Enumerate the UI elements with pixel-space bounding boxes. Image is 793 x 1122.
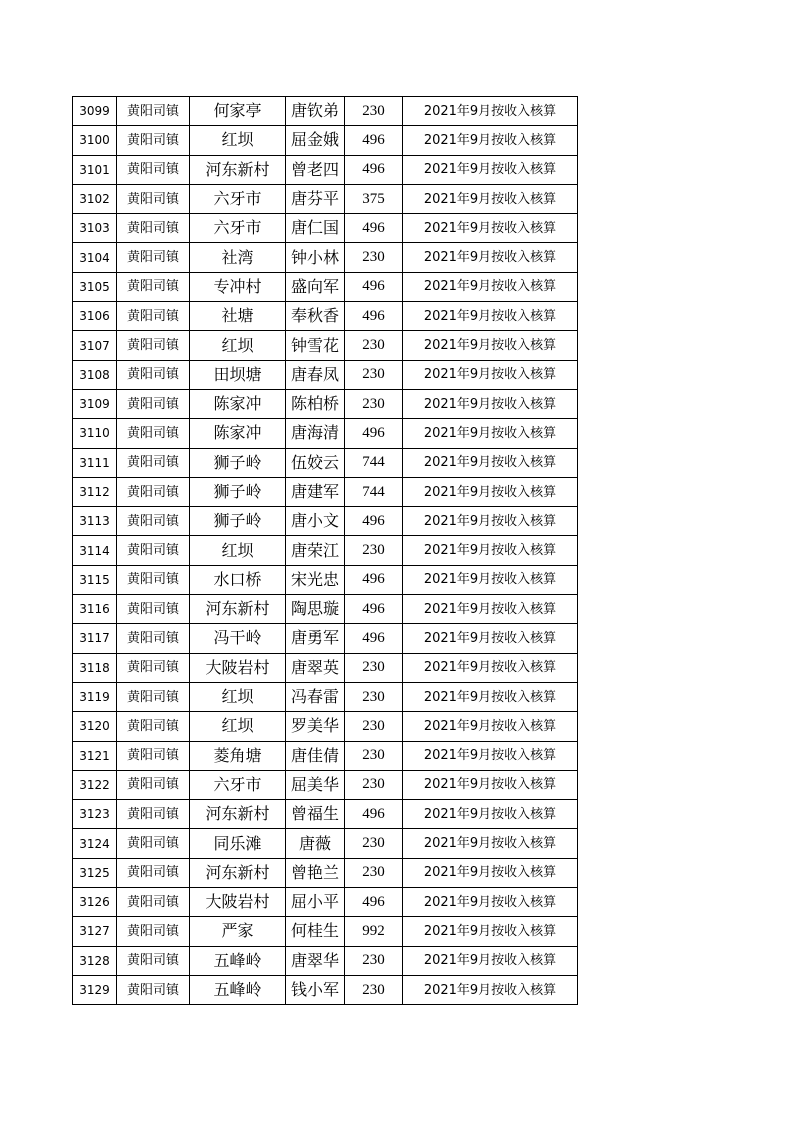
table-row	[73, 712, 578, 741]
record-id-cell: 3128	[73, 946, 117, 975]
town-name-cell: 黄阳司镇	[117, 184, 190, 213]
town-name-cell: 黄阳司镇	[117, 302, 190, 331]
table-row	[73, 770, 578, 799]
person-name-cell: 唐薇	[286, 829, 345, 858]
person-name-cell: 唐荣江	[286, 536, 345, 565]
table-row	[73, 184, 578, 213]
village-name-cell: 冯干岭	[190, 624, 286, 653]
village-name-cell: 河东新村	[190, 800, 286, 829]
amount-value-cell: 230	[345, 360, 403, 389]
town-name-cell: 黄阳司镇	[117, 741, 190, 770]
note-text-cell: 2021年9月按收入核算	[403, 155, 578, 184]
town-name-cell: 黄阳司镇	[117, 800, 190, 829]
note-text-cell: 2021年9月按收入核算	[403, 946, 578, 975]
town-name-cell: 黄阳司镇	[117, 419, 190, 448]
table-row	[73, 126, 578, 155]
amount-value-cell: 230	[345, 712, 403, 741]
person-name-cell: 屈小平	[286, 888, 345, 917]
village-name-cell: 社湾	[190, 243, 286, 272]
person-name-cell: 唐翠华	[286, 946, 345, 975]
village-name-cell: 六牙市	[190, 214, 286, 243]
note-text-cell: 2021年9月按收入核算	[403, 184, 578, 213]
person-name-cell: 曾老四	[286, 155, 345, 184]
record-id-cell: 3114	[73, 536, 117, 565]
town-name-cell: 黄阳司镇	[117, 595, 190, 624]
amount-value-cell: 744	[345, 477, 403, 506]
record-id-cell: 3122	[73, 770, 117, 799]
person-name-cell: 钟小林	[286, 243, 345, 272]
record-id-cell: 3108	[73, 360, 117, 389]
amount-value-cell: 496	[345, 302, 403, 331]
table-row	[73, 214, 578, 243]
note-text-cell: 2021年9月按收入核算	[403, 214, 578, 243]
record-id-cell: 3119	[73, 682, 117, 711]
person-name-cell: 屈美华	[286, 770, 345, 799]
note-text-cell: 2021年9月按收入核算	[403, 243, 578, 272]
record-id-cell: 3109	[73, 389, 117, 418]
village-name-cell: 社塘	[190, 302, 286, 331]
note-text-cell: 2021年9月按收入核算	[403, 360, 578, 389]
town-name-cell: 黄阳司镇	[117, 917, 190, 946]
note-text-cell: 2021年9月按收入核算	[403, 858, 578, 887]
record-id-cell: 3115	[73, 565, 117, 594]
record-id-cell: 3116	[73, 595, 117, 624]
note-text-cell: 2021年9月按收入核算	[403, 126, 578, 155]
note-text-cell: 2021年9月按收入核算	[403, 331, 578, 360]
amount-value-cell: 230	[345, 389, 403, 418]
town-name-cell: 黄阳司镇	[117, 360, 190, 389]
village-name-cell: 狮子岭	[190, 448, 286, 477]
town-name-cell: 黄阳司镇	[117, 389, 190, 418]
person-name-cell: 曾艳兰	[286, 858, 345, 887]
note-text-cell: 2021年9月按收入核算	[403, 917, 578, 946]
record-id-cell: 3113	[73, 507, 117, 536]
village-name-cell: 陈家冲	[190, 419, 286, 448]
amount-value-cell: 230	[345, 243, 403, 272]
person-name-cell: 冯春雷	[286, 682, 345, 711]
record-id-cell: 3110	[73, 419, 117, 448]
village-name-cell: 河东新村	[190, 595, 286, 624]
amount-value-cell: 496	[345, 624, 403, 653]
table-row	[73, 389, 578, 418]
table-row	[73, 682, 578, 711]
amount-value-cell: 230	[345, 682, 403, 711]
village-name-cell: 红坝	[190, 682, 286, 711]
person-name-cell: 唐佳倩	[286, 741, 345, 770]
note-text-cell: 2021年9月按收入核算	[403, 888, 578, 917]
table-row	[73, 360, 578, 389]
amount-value-cell: 496	[345, 419, 403, 448]
town-name-cell: 黄阳司镇	[117, 975, 190, 1004]
town-name-cell: 黄阳司镇	[117, 712, 190, 741]
village-name-cell: 红坝	[190, 536, 286, 565]
town-name-cell: 黄阳司镇	[117, 858, 190, 887]
record-id-cell: 3117	[73, 624, 117, 653]
amount-value-cell: 230	[345, 858, 403, 887]
person-name-cell: 唐海清	[286, 419, 345, 448]
village-name-cell: 六牙市	[190, 770, 286, 799]
record-id-cell: 3125	[73, 858, 117, 887]
record-id-cell: 3129	[73, 975, 117, 1004]
person-name-cell: 唐仁国	[286, 214, 345, 243]
person-name-cell: 何桂生	[286, 917, 345, 946]
table-row	[73, 243, 578, 272]
village-name-cell: 严家	[190, 917, 286, 946]
note-text-cell: 2021年9月按收入核算	[403, 565, 578, 594]
village-name-cell: 同乐滩	[190, 829, 286, 858]
person-name-cell: 宋光忠	[286, 565, 345, 594]
town-name-cell: 黄阳司镇	[117, 565, 190, 594]
note-text-cell: 2021年9月按收入核算	[403, 829, 578, 858]
village-name-cell: 五峰岭	[190, 975, 286, 1004]
village-name-cell: 红坝	[190, 331, 286, 360]
note-text-cell: 2021年9月按收入核算	[403, 712, 578, 741]
village-name-cell: 红坝	[190, 712, 286, 741]
amount-value-cell: 230	[345, 770, 403, 799]
record-id-cell: 3124	[73, 829, 117, 858]
village-name-cell: 陈家冲	[190, 389, 286, 418]
person-name-cell: 唐钦弟	[286, 97, 345, 126]
record-id-cell: 3120	[73, 712, 117, 741]
record-id-cell: 3123	[73, 800, 117, 829]
table-row	[73, 477, 578, 506]
town-name-cell: 黄阳司镇	[117, 155, 190, 184]
town-name-cell: 黄阳司镇	[117, 507, 190, 536]
town-name-cell: 黄阳司镇	[117, 448, 190, 477]
amount-value-cell: 744	[345, 448, 403, 477]
record-id-cell: 3126	[73, 888, 117, 917]
note-text-cell: 2021年9月按收入核算	[403, 770, 578, 799]
table-row	[73, 888, 578, 917]
town-name-cell: 黄阳司镇	[117, 888, 190, 917]
village-name-cell: 田坝塘	[190, 360, 286, 389]
village-name-cell: 专冲村	[190, 272, 286, 301]
town-name-cell: 黄阳司镇	[117, 272, 190, 301]
person-name-cell: 唐芬平	[286, 184, 345, 213]
note-text-cell: 2021年9月按收入核算	[403, 536, 578, 565]
village-name-cell: 五峰岭	[190, 946, 286, 975]
record-id-cell: 3107	[73, 331, 117, 360]
town-name-cell: 黄阳司镇	[117, 214, 190, 243]
table-row	[73, 800, 578, 829]
note-text-cell: 2021年9月按收入核算	[403, 507, 578, 536]
town-name-cell: 黄阳司镇	[117, 536, 190, 565]
person-name-cell: 钱小军	[286, 975, 345, 1004]
note-text-cell: 2021年9月按收入核算	[403, 595, 578, 624]
person-name-cell: 唐建军	[286, 477, 345, 506]
amount-value-cell: 375	[345, 184, 403, 213]
amount-value-cell: 496	[345, 595, 403, 624]
person-name-cell: 曾福生	[286, 800, 345, 829]
records-table-body	[73, 97, 578, 1005]
person-name-cell: 陈柏桥	[286, 389, 345, 418]
table-row	[73, 331, 578, 360]
table-row	[73, 946, 578, 975]
amount-value-cell: 230	[345, 946, 403, 975]
village-name-cell: 大陂岩村	[190, 888, 286, 917]
note-text-cell: 2021年9月按收入核算	[403, 272, 578, 301]
town-name-cell: 黄阳司镇	[117, 331, 190, 360]
amount-value-cell: 496	[345, 214, 403, 243]
record-id-cell: 3112	[73, 477, 117, 506]
record-id-cell: 3127	[73, 917, 117, 946]
town-name-cell: 黄阳司镇	[117, 946, 190, 975]
town-name-cell: 黄阳司镇	[117, 653, 190, 682]
town-name-cell: 黄阳司镇	[117, 624, 190, 653]
table-row	[73, 858, 578, 887]
amount-value-cell: 496	[345, 800, 403, 829]
note-text-cell: 2021年9月按收入核算	[403, 97, 578, 126]
table-row	[73, 741, 578, 770]
person-name-cell: 伍姣云	[286, 448, 345, 477]
person-name-cell: 唐春凤	[286, 360, 345, 389]
note-text-cell: 2021年9月按收入核算	[403, 389, 578, 418]
note-text-cell: 2021年9月按收入核算	[403, 800, 578, 829]
amount-value-cell: 230	[345, 536, 403, 565]
village-name-cell: 狮子岭	[190, 477, 286, 506]
village-name-cell: 河东新村	[190, 155, 286, 184]
amount-value-cell: 496	[345, 126, 403, 155]
record-id-cell: 3111	[73, 448, 117, 477]
record-id-cell: 3099	[73, 97, 117, 126]
record-id-cell: 3102	[73, 184, 117, 213]
amount-value-cell: 496	[345, 155, 403, 184]
record-id-cell: 3118	[73, 653, 117, 682]
table-row	[73, 448, 578, 477]
amount-value-cell: 230	[345, 97, 403, 126]
amount-value-cell: 230	[345, 829, 403, 858]
amount-value-cell: 230	[345, 741, 403, 770]
person-name-cell: 唐勇军	[286, 624, 345, 653]
records-table	[72, 96, 578, 1005]
town-name-cell: 黄阳司镇	[117, 97, 190, 126]
note-text-cell: 2021年9月按收入核算	[403, 448, 578, 477]
table-row	[73, 975, 578, 1004]
record-id-cell: 3103	[73, 214, 117, 243]
person-name-cell: 奉秋香	[286, 302, 345, 331]
village-name-cell: 河东新村	[190, 858, 286, 887]
table-row	[73, 302, 578, 331]
table-row	[73, 507, 578, 536]
note-text-cell: 2021年9月按收入核算	[403, 741, 578, 770]
table-row	[73, 565, 578, 594]
village-name-cell: 红坝	[190, 126, 286, 155]
record-id-cell: 3104	[73, 243, 117, 272]
record-id-cell: 3101	[73, 155, 117, 184]
amount-value-cell: 230	[345, 331, 403, 360]
town-name-cell: 黄阳司镇	[117, 770, 190, 799]
town-name-cell: 黄阳司镇	[117, 477, 190, 506]
village-name-cell: 六牙市	[190, 184, 286, 213]
village-name-cell: 水口桥	[190, 565, 286, 594]
table-row	[73, 536, 578, 565]
village-name-cell: 大陂岩村	[190, 653, 286, 682]
table-row	[73, 155, 578, 184]
amount-value-cell: 230	[345, 653, 403, 682]
amount-value-cell: 496	[345, 272, 403, 301]
town-name-cell: 黄阳司镇	[117, 682, 190, 711]
table-row	[73, 653, 578, 682]
town-name-cell: 黄阳司镇	[117, 126, 190, 155]
amount-value-cell: 496	[345, 888, 403, 917]
village-name-cell: 何家亭	[190, 97, 286, 126]
amount-value-cell: 992	[345, 917, 403, 946]
town-name-cell: 黄阳司镇	[117, 243, 190, 272]
village-name-cell: 狮子岭	[190, 507, 286, 536]
note-text-cell: 2021年9月按收入核算	[403, 653, 578, 682]
amount-value-cell: 496	[345, 565, 403, 594]
note-text-cell: 2021年9月按收入核算	[403, 624, 578, 653]
person-name-cell: 盛向军	[286, 272, 345, 301]
amount-value-cell: 496	[345, 507, 403, 536]
person-name-cell: 陶思璇	[286, 595, 345, 624]
table-row	[73, 272, 578, 301]
record-id-cell: 3121	[73, 741, 117, 770]
table-row	[73, 97, 578, 126]
table-row	[73, 419, 578, 448]
town-name-cell: 黄阳司镇	[117, 829, 190, 858]
note-text-cell: 2021年9月按收入核算	[403, 302, 578, 331]
note-text-cell: 2021年9月按收入核算	[403, 477, 578, 506]
table-row	[73, 917, 578, 946]
table-row	[73, 624, 578, 653]
person-name-cell: 罗美华	[286, 712, 345, 741]
village-name-cell: 菱角塘	[190, 741, 286, 770]
table-row	[73, 829, 578, 858]
record-id-cell: 3105	[73, 272, 117, 301]
person-name-cell: 钟雪花	[286, 331, 345, 360]
note-text-cell: 2021年9月按收入核算	[403, 682, 578, 711]
person-name-cell: 屈金娥	[286, 126, 345, 155]
record-id-cell: 3106	[73, 302, 117, 331]
note-text-cell: 2021年9月按收入核算	[403, 419, 578, 448]
person-name-cell: 唐翠英	[286, 653, 345, 682]
person-name-cell: 唐小文	[286, 507, 345, 536]
table-row	[73, 595, 578, 624]
amount-value-cell: 230	[345, 975, 403, 1004]
note-text-cell: 2021年9月按收入核算	[403, 975, 578, 1004]
record-id-cell: 3100	[73, 126, 117, 155]
